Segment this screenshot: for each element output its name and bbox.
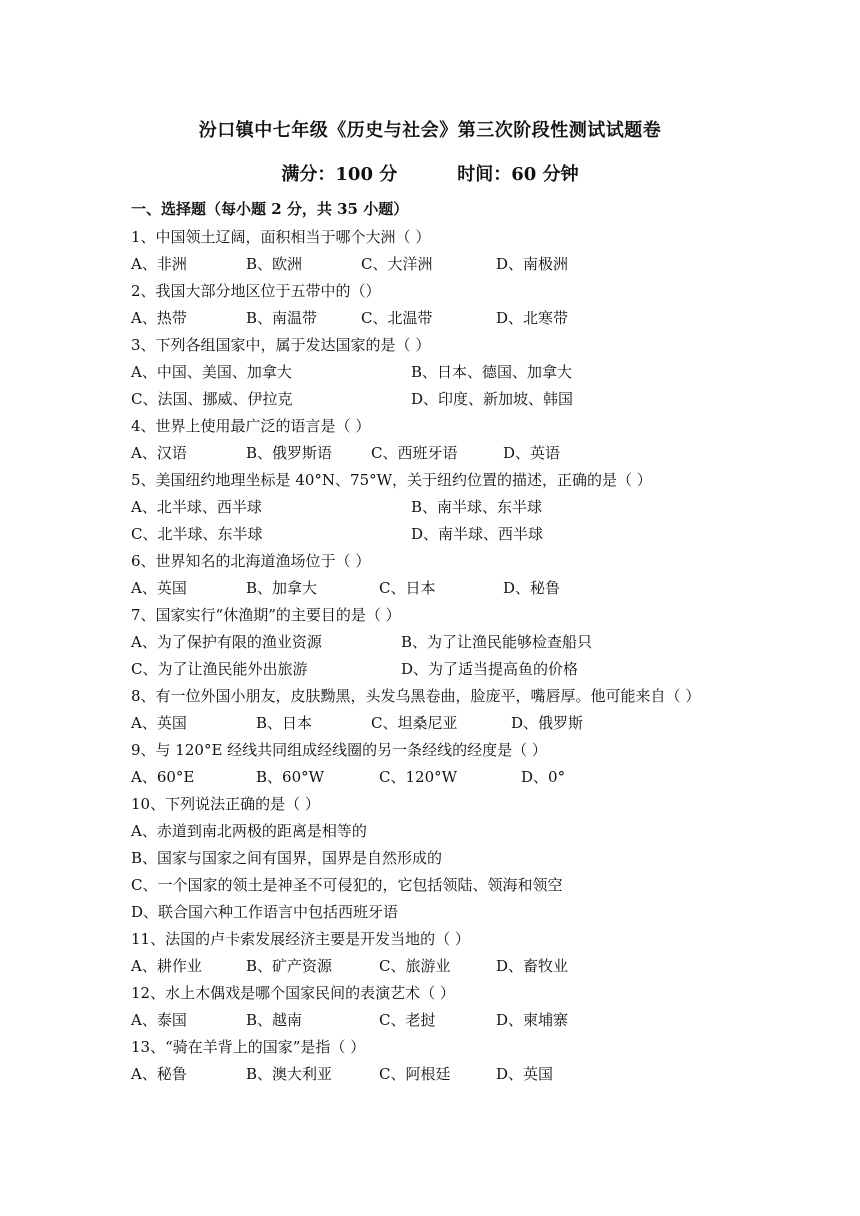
- answer-option: C、法国、挪威、伊拉克: [131, 390, 293, 408]
- answer-option: B、日本、德国、加拿大: [411, 363, 573, 381]
- answer-option: D、印度、新加坡、韩国: [411, 390, 574, 408]
- answer-option: A、非洲: [131, 255, 187, 273]
- question-text: 1、中国领土辽阔，面积相当于哪个大洲（ ）: [131, 228, 431, 246]
- option-row: [131, 359, 741, 386]
- answer-option: D、联合国六种工作语言中包括西班牙语: [131, 903, 399, 921]
- answer-option: D、英语: [503, 444, 561, 462]
- answer-option: B、俄罗斯语: [246, 444, 333, 462]
- option-row: [131, 899, 741, 926]
- option-row: [131, 764, 741, 791]
- answer-option: A、中国、美国、加拿大: [131, 363, 292, 381]
- answer-option: C、大洋洲: [361, 255, 433, 273]
- question-text: 4、世界上使用最广泛的语言是（ ）: [131, 417, 371, 435]
- answer-option: C、北温带: [361, 309, 433, 327]
- question-text: 11、法国的卢卡索发展经济主要是开发当地的（ ）: [131, 930, 470, 948]
- answer-option: D、畜牧业: [496, 957, 569, 975]
- question-text: 2、我国大部分地区位于五带中的（）: [131, 282, 381, 300]
- question-text: 8、有一位外国小朋友，皮肤黝黑，头发乌黑卷曲，脸庞平，嘴唇厚。他可能来自（ ）: [131, 687, 701, 705]
- option-row: [131, 386, 741, 413]
- answer-option: B、澳大利亚: [246, 1065, 333, 1083]
- answer-option: C、坦桑尼亚: [371, 714, 458, 732]
- answer-option: A、热带: [131, 309, 187, 327]
- answer-option: D、为了适当提高鱼的价格: [401, 660, 579, 678]
- answer-option: D、秘鲁: [503, 579, 561, 597]
- question-text: 13、“骑在羊背上的国家”是指（ ）: [131, 1038, 366, 1056]
- answer-option: A、为了保护有限的渔业资源: [131, 633, 322, 651]
- answer-option: A、北半球、西半球: [131, 498, 262, 516]
- option-row: [131, 845, 741, 872]
- option-row: [131, 494, 741, 521]
- answer-option: C、西班牙语: [371, 444, 458, 462]
- answer-option: D、南半球、西半球: [411, 525, 544, 543]
- answer-option: D、英国: [496, 1065, 554, 1083]
- answer-option: B、加拿大: [246, 579, 318, 597]
- answer-option: B、越南: [246, 1011, 303, 1029]
- page-title: 汾口镇中七年级《历史与社会》第三次阶段性测试试题卷: [198, 120, 662, 141]
- question-text: 7、国家实行“休渔期”的主要目的是（ ）: [131, 606, 401, 624]
- answer-option: C、120°W: [379, 768, 458, 786]
- answer-option: A、赤道到南北两极的距离是相等的: [131, 822, 367, 840]
- option-row: [131, 251, 741, 278]
- option-row: [131, 1007, 741, 1034]
- answer-option: B、60°W: [256, 768, 325, 786]
- option-row: [131, 629, 741, 656]
- answer-option: D、俄罗斯: [511, 714, 584, 732]
- question-text: 12、水上木偶戏是哪个国家民间的表演艺术（ ）: [131, 984, 455, 1002]
- question-list: [131, 224, 741, 1088]
- section-heading: 一、选择题（每小题 2 分，共 35 小题）: [131, 200, 409, 218]
- answer-option: B、南温带: [246, 309, 318, 327]
- answer-option: C、旅游业: [379, 957, 451, 975]
- answer-option: B、矿产资源: [246, 957, 333, 975]
- answer-option: A、英国: [131, 579, 187, 597]
- option-row: [131, 872, 741, 899]
- answer-option: C、日本: [379, 579, 436, 597]
- answer-option: C、北半球、东半球: [131, 525, 263, 543]
- question-text: 5、美国纽约地理坐标是 40°N、75°W，关于纽约位置的描述，正确的是（ ）: [131, 471, 652, 489]
- option-row: [131, 710, 741, 737]
- answer-option: A、泰国: [131, 1011, 187, 1029]
- option-row: [131, 575, 741, 602]
- answer-option: C、为了让渔民能外出旅游: [131, 660, 308, 678]
- question-text: 6、世界知名的北海道渔场位于（ ）: [131, 552, 371, 570]
- option-row: [131, 440, 741, 467]
- answer-option: A、英国: [131, 714, 187, 732]
- question-text: 9、与 120°E 经线共同组成经线圈的另一条经线的经度是（ ）: [131, 741, 547, 759]
- answer-option: B、日本: [256, 714, 313, 732]
- answer-option: D、柬埔寨: [496, 1011, 569, 1029]
- answer-option: B、南半球、东半球: [411, 498, 543, 516]
- answer-option: D、南极洲: [496, 255, 569, 273]
- answer-option: A、60°E: [131, 768, 195, 786]
- option-row: [131, 953, 741, 980]
- answer-option: C、老挝: [379, 1011, 436, 1029]
- answer-option: C、阿根廷: [379, 1065, 451, 1083]
- answer-option: D、北寒带: [496, 309, 569, 327]
- answer-option: B、为了让渔民能够检查船只: [401, 633, 593, 651]
- answer-option: B、欧洲: [246, 255, 303, 273]
- option-row: [131, 521, 741, 548]
- option-row: [131, 305, 741, 332]
- question-text: 3、下列各组国家中，属于发达国家的是（ ）: [131, 336, 431, 354]
- answer-option: C、一个国家的领土是神圣不可侵犯的，它包括领陆、领海和领空: [131, 876, 563, 894]
- answer-option: A、秘鲁: [131, 1065, 187, 1083]
- option-row: [131, 818, 741, 845]
- question-text: 10、下列说法正确的是（ ）: [131, 795, 320, 813]
- exam-time: 时间：60 分钟: [457, 164, 579, 185]
- answer-option: A、汉语: [131, 444, 187, 462]
- answer-option: D、0°: [521, 768, 566, 786]
- answer-option: B、国家与国家之间有国界，国界是自然形成的: [131, 849, 443, 867]
- full-score: 满分：100 分: [281, 164, 398, 185]
- answer-option: A、耕作业: [131, 957, 202, 975]
- option-row: [131, 1061, 741, 1088]
- option-row: [131, 656, 741, 683]
- score-time-line: [0, 160, 860, 186]
